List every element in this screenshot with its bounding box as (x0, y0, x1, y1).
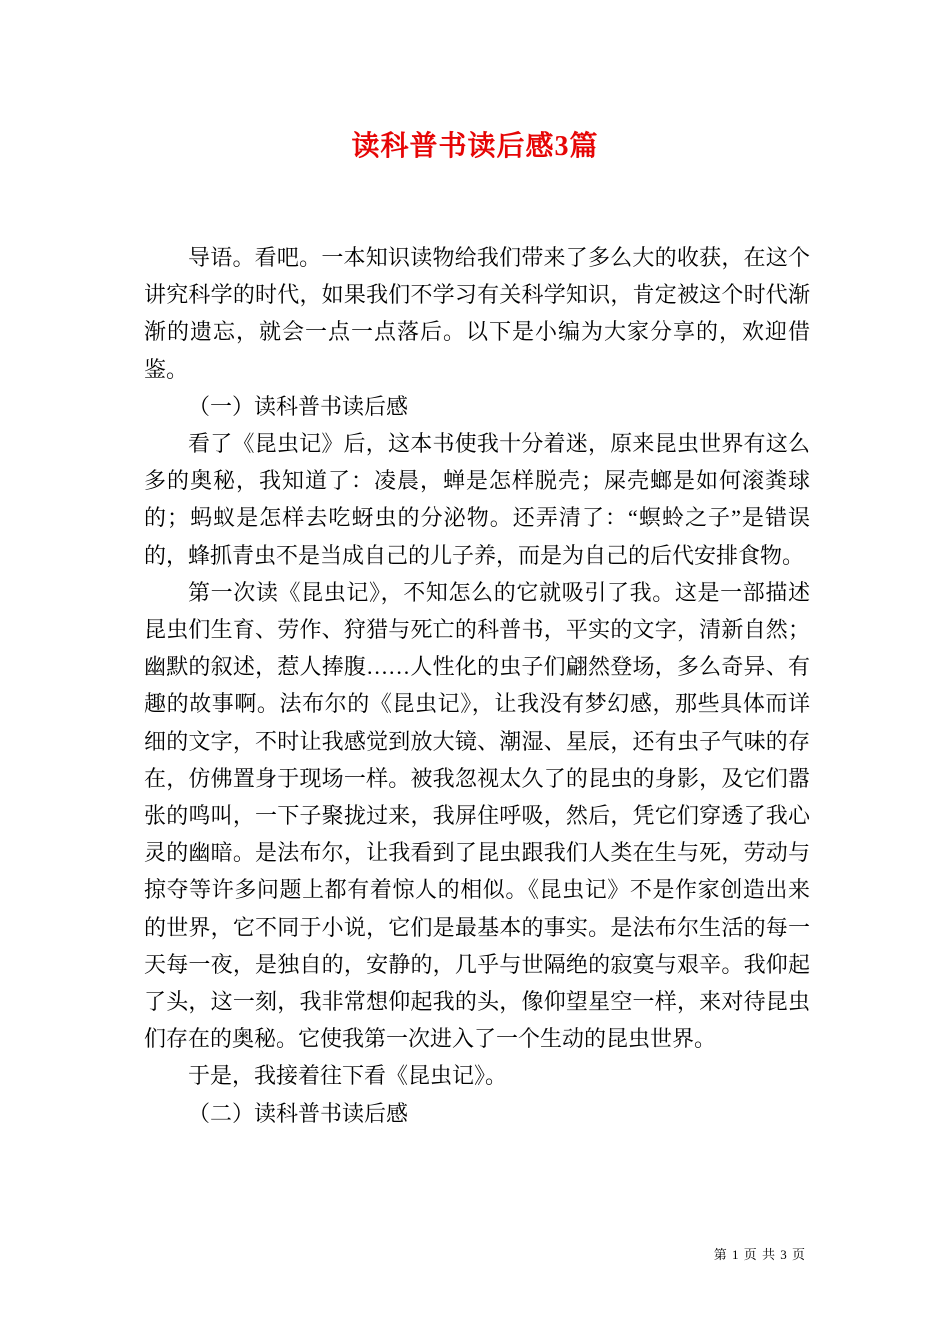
paragraph-section-one-second: 第一次读《昆虫记》，不知怎么的它就吸引了我。这是一部描述昆虫们生育、劳作、狩猎与死亡的科普书，平实的文字，清新自然；幽默的叙述，惹人捧腹……人性化的虫子们翩然登场，多么奇异、有趣的故事啊。法布尔的《昆虫记》，让我没有梦幻感，那些具体而详细的文字，不时让我感觉到放大镜、潮湿、星辰，还有虫子气味的存在，仿佛置身于现场一样。被我忽视太久了的昆虫的身影，及它们嚣张的鸣叫，一下子聚拢过来，我屏住呼吸，然后，凭它们穿透了我心灵的幽暗。是法布尔，让我看到了昆虫跟我们人类在生与死，劳动与掠夺等许多问题上都有着惊人的相似。《昆虫记》不是作家创造出来的世界，它不同于小说，它们是最基本的事实。是法布尔生活的每一天每一夜，是独自的，安静的，几乎与世隔绝的寂寞与艰辛。我仰起了头，这一刻，我非常想仰起我的头，像仰望星空一样，来对待昆虫们存在的奥秘。它使我第一次进入了一个生动的昆虫世界。 (144, 579, 810, 1052)
page-number-footer: 第 1 页 共 3 页 (713, 1247, 806, 1262)
document-body (144, 239, 810, 1132)
document-title: 读科普书读后感3篇 (351, 131, 599, 162)
section-two-heading: （二）读科普书读后感 (188, 1100, 409, 1126)
paragraph-section-one-first: 看了《昆虫记》后，这本书使我十分着迷，原来昆虫世界有这么多的奥秘，我知道了：凌晨，蝉是怎样脱壳；屎壳螂是如何滚粪球的；蚂蚁是怎样去吃蚜虫的分泌物。还弄清了：“螟蛉之子”是错误的，蜂抓青虫不是当成自己的儿子养，而是为自己的后代安排食物。 (144, 431, 810, 568)
section-one-heading: （一）读科普书读后感 (188, 393, 409, 419)
paragraph-section-one-closing: 于是，我接着往下看《昆虫记》。 (188, 1063, 508, 1089)
paragraph-intro: 导语。看吧。一本知识读物给我们带来了多么大的收获，在这个讲究科学的时代，如果我们不学习有关科学知识，肯定被这个时代渐渐的遗忘，就会一点一点落后。以下是小编为大家分享的，欢迎借鉴。 (144, 245, 810, 382)
